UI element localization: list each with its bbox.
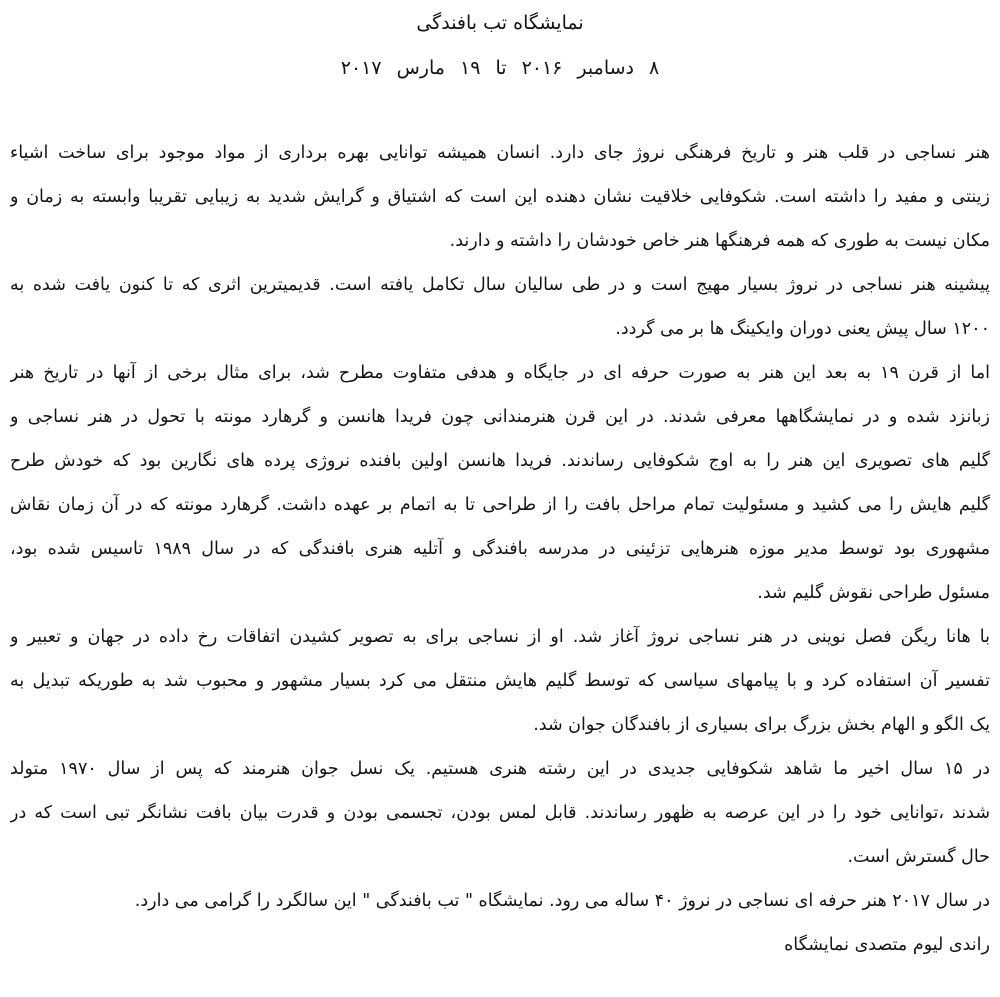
curator-signature-line: راندی لیوم متصدی نمایشگاه bbox=[784, 935, 990, 955]
text-line: مسئول طراحی نقوش گلیم شد. bbox=[757, 583, 990, 603]
exhibition-date-range: ۸ دسامبر ۲۰۱۶ تا ۱۹ مارس ۲۰۱۷ bbox=[340, 57, 660, 79]
text-line: حال گسترش است. bbox=[847, 847, 990, 867]
text-line: اما از قرن ۱۹ به بعد این هنر به صورت حرفه ای در جایگاه و هدفی متفاوت مطرح شد، برای مثال برخی از آنها در تاریخ هنر bbox=[10, 363, 990, 383]
text-line: گلیم هایش را می کشید و مسئولیت تمام مراحل بافت را از طراحی تا به اتمام بر عهده داشت. گرهارد مونته که در آن زمان نقاش bbox=[10, 495, 990, 515]
text-line: هنر نساجی در قلب هنر و تاریخ فرهنگی نروژ جای دارد. انسان همیشه توانایی بهره برداری از مواد موجود برای ساخت اشیاء bbox=[10, 143, 990, 163]
text-line: در سال ۲۰۱۷ هنر حرفه ای نساجی در نروژ ۴۰ ساله می رود. نمایشگاه " تب بافندگی " این سالگرد را گرامی می دارد. bbox=[134, 891, 990, 911]
text-line: ۱۲۰۰ سال پیش یعنی دوران وایکینگ ها بر می گردد. bbox=[615, 319, 990, 339]
text-line: مشهوری بود توسط مدیر موزه هنرهایی تزئینی در مدرسه بافندگی و آتلیه هنری بافندگی که در سال ۱۹۸۹ تاسیس شده بود، bbox=[10, 539, 990, 559]
exhibition-title: نمایشگاه تب بافندگی bbox=[416, 12, 584, 34]
article-body bbox=[10, 131, 990, 967]
text-line: شدند ،توانایی خود را در این عرصه به ظهور رساندند. قابل لمس بودن، تجسمی بودن و قدرت بیان بافت نشانگر تبی است که در bbox=[10, 803, 990, 823]
text-line: زینتی و مفید را داشته است. شکوفایی خلاقیت نشان دهنده این است که اشتیاق و گرایش شدید به زیبایی تقریبا وابسته به زمان و bbox=[10, 187, 990, 207]
text-line: پیشینه هنر نساجی در نروژ بسیار مهیج است و در طی سالیان سال تکامل یافته است. قدیمیترین اثری که تا کنون یافت شده به bbox=[10, 275, 990, 295]
text-line: یک الگو و الهام بخش بزرگ برای بسیاری از بافندگان جوان شد. bbox=[533, 715, 990, 735]
text-line: مکان نیست به طوری که همه فرهنگها هنر خاص خودشان را داشته و دارند. bbox=[449, 231, 990, 251]
text-line: تفسیر آن استفاده کرد و با پیامهای سیاسی که توسط گلیم هایش منتقل می کرد بسیار مشهور و محبوب شد به طوریکه تبدیل به bbox=[10, 671, 990, 691]
text-line: با هانا ریگن فصل نوینی در هنر نساجی نروژ آغاز شد. او از نساجی برای به تصویر کشیدن اتفاقات رخ داده در جهان و تعبیر و bbox=[10, 627, 990, 647]
text-line: گلیم های تصویری این هنر را به اوج شکوفایی رساندند. فریدا هانسن اولین بافنده نروژی پرده های نگارین بود که خودش طرح bbox=[10, 451, 990, 471]
text-line: زبانزد شده و در نمایشگاهها معرفی شدند. در این قرن هنرمندانی چون فریدا هانسن و گرهارد مونته با تحول در هنر نساجی و bbox=[10, 407, 990, 427]
text-line: در ۱۵ سال اخیر ما شاهد شکوفایی جدیدی در این رشته هنری هستیم. یک نسل جوان هنرمند که پس از سال ۱۹۷۰ متولد bbox=[10, 759, 990, 779]
